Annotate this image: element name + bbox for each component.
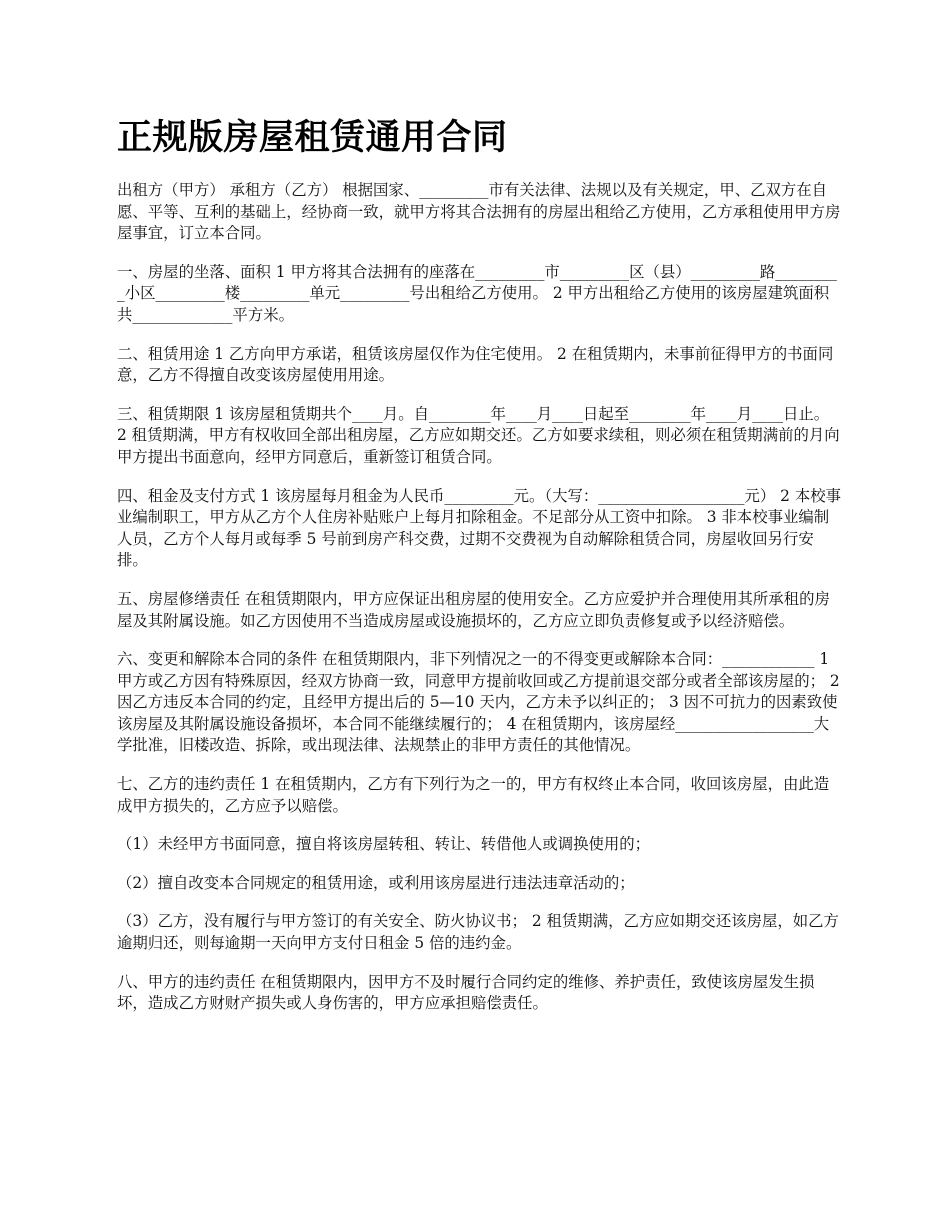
paragraph-section-2-purpose: 二、租赁用途 1 乙方向甲方承诺，租赁该房屋仅作为住宅使用。 2 在租赁期内，未事前征得甲方的书面同意，乙方不得擅自改变该房屋使用用途。 [117, 344, 834, 385]
paragraph-section-6-termination: 六、变更和解除本合同的条件 在租赁期限内，非下列情况之一的不得变更或解除本合同：____________ 1 甲方或乙方因有特殊原因，经双方协商一致，同意甲方提前收回或乙方提前退交部分或者全部该房屋的； 2 因乙方违反本合同的约定，且经甲方提出后的 5—10 天内，乙方未予以纠正的； 3 因不可抗力的因素致使该房屋及其附属设施设备损坏，本合同不能继续履行的； 4 在租赁期内，该房屋经__________________大学批准，旧楼改造、拆除，或出现法律、法规禁止的非甲方责任的其他情况。 [117, 650, 840, 755]
document-title: 正规版房屋租赁通用合同 [117, 118, 508, 158]
paragraph-section-7-tenant-breach: 七、乙方的违约责任 1 在租赁期内，乙方有下列行为之一的，甲方有权终止本合同，收回该房屋，由此造成甲方损失的，乙方应予以赔偿。 [117, 775, 830, 815]
document-body [117, 180, 842, 1032]
paragraph-section-5-repair: 五、房屋修缮责任 在租赁期限内，甲方应保证出租房屋的使用安全。乙方应爱护并合理使用其所承租的房屋及其附属设施。如乙方因使用不当造成房屋或设施损坏的，乙方应立即负责修复或予以经济赔偿。 [117, 589, 830, 630]
paragraph-section-4-rent-payment: 四、租金及支付方式 1 该房屋每月租金为人民币_________元。（大写：___________________元） 2 本校事业编制职工，甲方从乙方个人住房补贴账户上每月扣除租金。不足部分从工资中扣除。 3 非本校事业编制人员，乙方个人每月或每季 5 号前到房产科交费，过期不交费视为自动解除租赁合同，房屋收回另行安排。 [117, 486, 842, 570]
paragraph-preamble: 出租方（甲方） 承租方（乙方） 根据国家、_________市有关法律、法规以及有关规定，甲、乙双方在自愿、平等、互利的基础上，经协商一致，就甲方将其合法拥有的房屋出租给乙方使用，乙方承租使用甲方房屋事宜，订立本合同。 [117, 181, 841, 243]
paragraph-section-8-landlord-breach: 八、甲方的违约责任 在租赁期限内，因甲方不及时履行合同约定的维修、养护责任，致使该房屋发生损坏，造成乙方财财产损失或人身伤害的，甲方应承担赔偿责任。 [117, 972, 815, 1013]
paragraph-section-3-term: 三、租赁期限 1 该房屋租赁期共个____月。自________年____月____日起至________年____月____日止。 2 租赁期满，甲方有权收回全部出租房屋，乙方应如期交还。乙方如要求续租，则必须在租赁期满前的月向甲方提出书面意向，经甲方同意后，重新签订租赁合同。 [117, 404, 840, 466]
paragraph-section-7-item-1: （1）未经甲方书面同意，擅自将该房屋转租、转让、转借他人或调换使用的； [117, 835, 651, 854]
paragraph-section-1-location-area: 一、房屋的坐落、面积 1 甲方将其合法拥有的座落在_________市_________区（县）_________路_________小区_________楼_________单元_________号出租给乙方使用。 2 甲方出租给乙方使用的该房屋建筑面积共_____________平方米。 [117, 262, 837, 324]
paragraph-section-7-item-3: （3）乙方，没有履行与甲方签订的有关安全、防火协议书； 2 租赁期满，乙方应如期交还该房屋，如乙方逾期归还，则每逾期一天向甲方支付日租金 5 倍的违约金。 [117, 912, 839, 953]
paragraph-section-7-item-2: （2）擅自改变本合同规定的租赁用途，或利用该房屋进行违法违章活动的； [117, 873, 635, 892]
